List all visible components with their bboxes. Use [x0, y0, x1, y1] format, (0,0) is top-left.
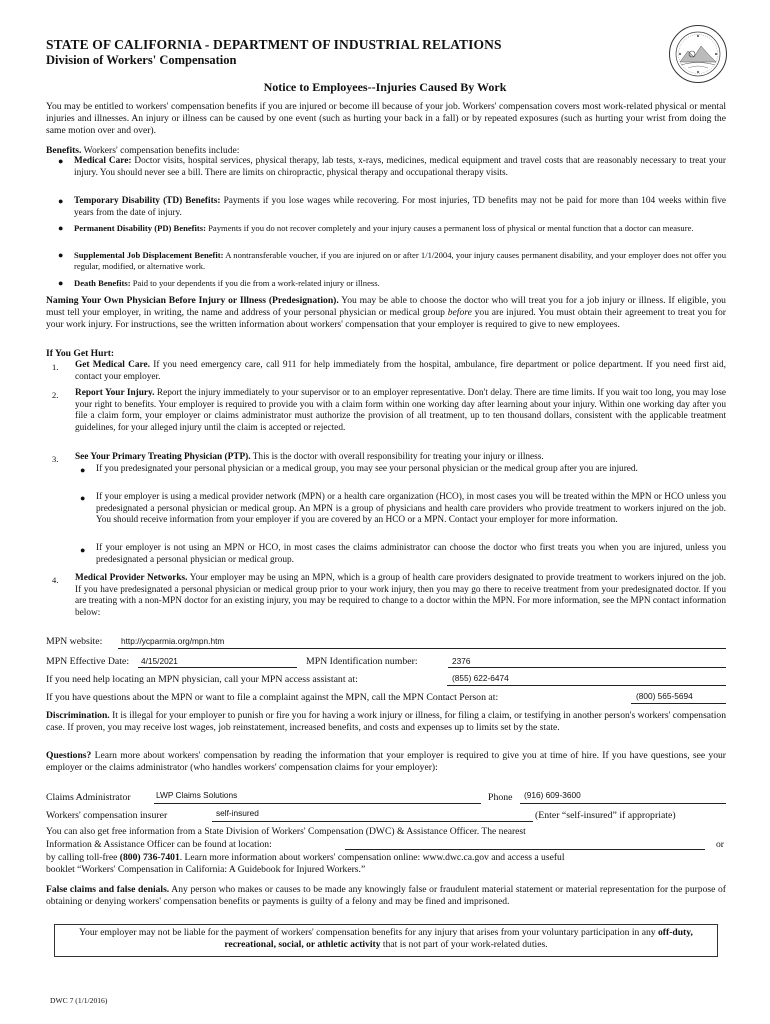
agency-heading: STATE OF CALIFORNIA - DEPARTMENT OF INDUSTRIAL RELATIONS: [46, 37, 502, 52]
questions-text: Learn more about workers' compensation by reading the information that your employer is required to give you at time of hire. If you have questions, see your employer or the claims administrator (who handles workers' compensation claims for your employer):: [46, 750, 726, 774]
benefit-text: Payments if you lose wages while recovering. For most injuries, TD benefits may not be paid for more than 104 weeks within five years from the date of injury.: [74, 196, 726, 218]
notice-text: that is not part of your work-related duties.: [380, 939, 548, 951]
bullet-icon: ●: [80, 465, 86, 475]
bullet-icon: ●: [80, 493, 86, 503]
dwc-line-1: You can also get free information from a State Division of Workers' Compensation (DWC) & Assistance Officer. The nearest: [46, 826, 526, 837]
benefit-term: Death Benefits:: [74, 278, 131, 288]
form-number-footer: DWC 7 (1/1/2016): [50, 996, 108, 1005]
step-item: [75, 388, 726, 434]
step-term: Get Medical Care.: [75, 360, 150, 370]
step-number: 4.: [52, 575, 59, 585]
false-claims-text: Any person who makes or causes to be made any knowingly false or fraudulent material statement or material representation for the purpose of obtaining or denying workers' compensation benefits or payments is guilty of a felony and may be fined and imprisoned.: [46, 884, 727, 908]
insurer-field[interactable]: self-insured: [216, 808, 259, 818]
mpn-effective-date-label: MPN Effective Date:: [46, 656, 130, 667]
step-item: [75, 573, 726, 619]
mpn-id-underline: [448, 667, 726, 668]
mpn-website-field[interactable]: http://ycparmia.org/mpn.htm: [121, 636, 225, 646]
discrimination-paragraph: [46, 710, 726, 734]
voluntary-activity-notice: [54, 927, 718, 952]
if-hurt-heading: If You Get Hurt:: [46, 348, 115, 359]
ptp-bullet: If you predesignated your personal physician or a medical group, you may see your personal physician or the medical group after you are injured.: [96, 464, 638, 474]
benefit-term: Permanent Disability (PD) Benefits:: [74, 223, 206, 233]
benefit-text: Doctor visits, hospital services, physical therapy, lab tests, x-rays, medicines, medical equipment and travel costs that are reasonably necessary to treat your injury. You should never see a bill. There are limits on chiropractic, physical therapy and occupational therapy visits.: [74, 156, 726, 178]
benefit-text: Payments if you do not recover completely and your injury causes a permanent loss of physical or mental function that a doctor can measure.: [206, 223, 694, 233]
questions-heading: Questions?: [46, 750, 92, 761]
predesignation-text: you are injured. You must obtain their agreement to treat you for your work injury. For instructions, see the written information about workers' compensation that your employer is required to give to new employees.: [46, 307, 726, 331]
questions-paragraph: [46, 750, 726, 774]
bullet-icon: ●: [58, 250, 64, 260]
division-heading: Division of Workers' Compensation: [46, 53, 237, 67]
notice-bold-text: off-duty, recreational, social, or athletic activity: [224, 927, 693, 951]
dwc-line-4: booklet “Workers' Compensation in California: A Guidebook for Injured Workers.”: [46, 864, 366, 875]
discrimination-text: It is illegal for your employer to punish or fire you for having a work injury or illness, for filing a claim, or testifying in another person's workers' compensation case. If proven, you may receive lost wages, job reinstatement, increased benefits, and costs and expenses up to limits set by the state.: [46, 710, 726, 734]
mpn-access-underline: [447, 685, 726, 686]
benefit-item: [74, 250, 726, 272]
notice-title: Notice to Employees--Injuries Caused By Work: [263, 80, 507, 94]
mpn-access-label: If you need help locating an MPN physician, call your MPN access assistant at:: [46, 674, 358, 685]
insurer-note: (Enter “self-insured” if appropriate): [535, 810, 676, 821]
benefits-heading: Benefits.: [46, 145, 82, 156]
step-text: This is the doctor with overall responsibility for treating your injury or illness.: [250, 452, 544, 462]
dwc-line-2: Information & Assistance Officer can be found at location:: [46, 839, 272, 850]
step-text: Your employer may be using an MPN, which is a group of health care providers designated to provide treatment to workers injured on the job. If you have predesignated a personal physician or medical group prior to your work injury, then you may go there to receive treatment from your predesignated doctor. If you are treating with a non-MPN doctor for an existing injury, you may be required to change to a doctor within the MPN. For more information, see the MPN contact information below:: [75, 573, 726, 618]
predesignation-paragraph: [46, 295, 726, 332]
benefit-term: Supplemental Job Displacement Benefit:: [74, 250, 224, 260]
notice-text: Your employer may not be liable for the payment of workers' compensation benefits for any injury that arises from your voluntary participation in any: [79, 927, 658, 938]
claims-phone-label: Phone: [488, 792, 513, 803]
claims-admin-underline: [154, 803, 481, 804]
mpn-effective-date-underline: [138, 667, 297, 668]
false-claims-heading: False claims and false denials.: [46, 884, 170, 895]
benefit-term: Temporary Disability (TD) Benefits:: [74, 196, 221, 206]
ptp-bullet: If your employer is not using an MPN or HCO, in most cases the claims administrator can choose the doctor who first treats you when you are injured, unless you predesignated a personal physician or medical group.: [96, 543, 726, 565]
benefit-item: [74, 156, 726, 180]
false-claims-paragraph: [46, 884, 726, 908]
benefit-text: A nontransferable voucher, if you are injured on or after 1/1/2004, your injury causes permanent disability, and your employer does not offer you regular, modified, or alternative work.: [74, 250, 726, 272]
intro-paragraph: You may be entitled to workers' compensation benefits if you are injured or become ill because of your job. Workers' compensation covers most work-related physical or mental injuries and illnesses. An injury or illness can be caused by one event (such as hurting your back in a fall) or by repeated exposures (such as hurting your wrist from doing the same motion over and over).: [46, 101, 726, 137]
step-number: 3.: [52, 454, 59, 464]
benefit-item: [74, 196, 726, 220]
step-number: 1.: [52, 362, 59, 372]
step-item: [75, 360, 726, 383]
predesignation-before: before: [447, 307, 472, 319]
mpn-access-field[interactable]: (855) 622-6474: [452, 673, 509, 683]
claims-admin-label: Claims Administrator: [46, 792, 131, 803]
bullet-icon: ●: [58, 278, 64, 288]
mpn-id-field[interactable]: 2376: [452, 656, 471, 666]
insurer-label: Workers' compensation insurer: [46, 810, 168, 821]
step-term: See Your Primary Treating Physician (PTP).: [75, 452, 251, 462]
mpn-effective-date-field[interactable]: 4/15/2021: [141, 656, 178, 666]
benefit-item: [74, 278, 726, 289]
step-term: Medical Provider Networks.: [75, 573, 188, 583]
predesignation-heading: Naming Your Own Physician Before Injury or Illness (Predesignation).: [46, 295, 339, 306]
mpn-contact-underline: [631, 703, 726, 704]
bullet-icon: ●: [58, 196, 64, 206]
predesignation-text: You may be able to choose the doctor who will treat you for a job injury or illness. If eligible, you must tell your employer, in writing, the name and address of your personal physician or medical group: [46, 295, 726, 319]
ptp-bullet: If your employer is using a medical provider network (MPN) or a health care organization (HCO), in most cases you will be treated within the MPN or HCO unless you predesignated a personal physician or medical group. An MPN is a group of physicians and health care providers who provide treatment to workers injured on the job. You should receive information from your employer if you are covered by an HCO or a MPN. Contact your employer for more information.: [96, 492, 726, 526]
discrimination-heading: Discrimination.: [46, 710, 110, 721]
mpn-website-underline: [118, 648, 726, 649]
mpn-contact-label: If you have questions about the MPN or want to file a complaint against the MPN, call the MPN Contact Person at:: [46, 692, 499, 703]
benefit-text: Paid to your dependents if you die from a work-related injury or illness.: [130, 278, 380, 288]
dwc-line-3-text: . Learn more information about workers' compensation online: www.dwc.ca.gov and access a useful: [179, 852, 565, 863]
dwc-phone: (800) 736-7401: [119, 852, 180, 863]
step-term: Report Your Injury.: [75, 388, 155, 398]
step-text: Report the injury immediately to your supervisor or to an employer representative. Don't delay. There are time limits. If you wait too long, you may lose your right to benefits. Your employer is required to provide you with a claim form within one working day after learning about your injury. Within one working day after you file a claim form, your employer or claims administrator must authorize the provision of all treatment, up to ten thousand dollars, consistent with the applicable treatment guidelines, for your alleged injury until the claim is accepted or rejected.: [75, 388, 726, 433]
insurer-underline: [212, 821, 533, 822]
claims-phone-underline: [520, 803, 726, 804]
california-state-seal-icon: [668, 24, 728, 84]
dwc-line-3-text: by calling toll-free: [46, 852, 120, 863]
dwc-line-3: [46, 852, 726, 864]
dwc-location-underline[interactable]: [345, 849, 705, 850]
mpn-contact-field[interactable]: (800) 565-5694: [636, 691, 693, 701]
benefit-item: [74, 223, 726, 234]
bullet-icon: ●: [58, 223, 64, 233]
bullet-icon: ●: [58, 156, 64, 166]
dwc-or: or: [716, 839, 724, 850]
mpn-id-label: MPN Identification number:: [306, 656, 418, 667]
bullet-icon: ●: [80, 545, 86, 555]
mpn-website-label: MPN website:: [46, 636, 103, 647]
step-item: [75, 452, 726, 464]
claims-admin-field[interactable]: LWP Claims Solutions: [156, 790, 238, 800]
step-text: If you need emergency care, call 911 for help immediately from the hospital, ambulance, fire department or police department. If you need first aid, contact your employer.: [75, 360, 726, 382]
claims-phone-field[interactable]: (916) 609-3600: [524, 790, 581, 800]
step-number: 2.: [52, 390, 59, 400]
benefits-lead: Workers' compensation benefits include:: [81, 145, 240, 156]
benefit-term: Medical Care:: [74, 156, 132, 166]
